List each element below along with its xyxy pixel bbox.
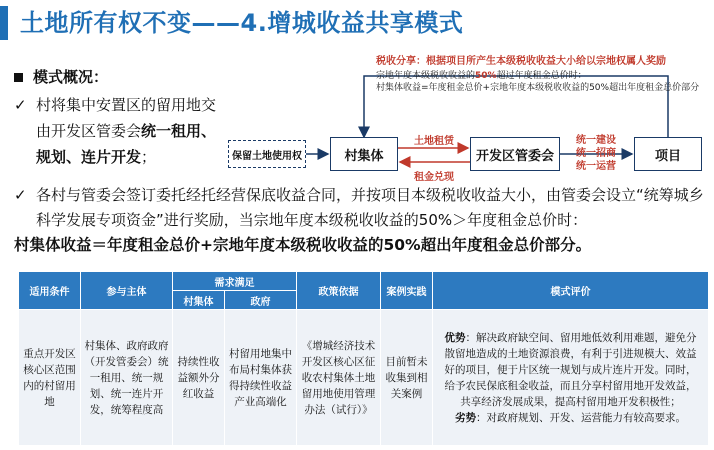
box-village-collective: 村集体 [330, 137, 398, 171]
box-development-zone-committee: 开发区管委会 [470, 137, 560, 171]
cell-case: 目前暂未收集到相关案例 [381, 310, 433, 446]
tax-sharing-title: 税收分享：根据项目所产生本级税收收益大小给以宗地权属人奖励 [376, 56, 666, 67]
advantage-label: 优势 [444, 331, 466, 344]
th-condition: 适用条件 [19, 272, 81, 310]
cell-evaluation [433, 310, 709, 446]
disadvantage-label: 劣势 [455, 411, 476, 424]
overview-point-1 [14, 92, 219, 170]
label-unified-ops: 统一建设 统一招商 统一运营 [576, 135, 616, 172]
flow-diagram [226, 50, 710, 185]
check-icon: ✓ [14, 96, 27, 114]
point1-text: 村将集中安置区的留用地交由开发区管委会 [36, 96, 217, 140]
th-case: 案例实践 [381, 272, 433, 310]
page-title: 土地所有权不变——4.增城收益共享模式 [20, 9, 464, 37]
tax-formula-line: 村集体收益=年度租金总价+宗地年度本级税收收益的50%超出年度租金总价部分 [376, 83, 700, 93]
label-rent-payment: 租金兑现 [414, 172, 454, 183]
overview-heading [14, 66, 108, 88]
cell-demand-gov: 村留用地集中布局村集体获得持续性收益产业高端化 [225, 310, 297, 446]
cell-subject: 村集体、政府政府（开发管委会）统一租用、统一规划、统一连片开发，统筹程度高 [81, 310, 173, 446]
mode-table [18, 271, 709, 446]
th-demand-gov: 政府 [225, 291, 297, 310]
disadvantage-text: ：对政府规划、开发、运营能力有较高要求。 [476, 411, 686, 424]
cell-policy: 《增城经济技术开发区核心区征收农村集体土地留用地使用管理办法（试行）》 [297, 310, 381, 446]
th-evaluation: 模式评价 [433, 272, 709, 310]
overview-heading-text: 模式概况： [33, 68, 109, 86]
th-demand: 需求满足 [173, 272, 297, 291]
point1-bold-text: 统一租用、规划、连片开发 [36, 122, 217, 166]
th-policy: 政策依据 [297, 272, 381, 310]
advantage-text: ：解决政府缺空间、留用地低效利用难题，避免分散留地造成的土地资源浪费，有利于引进规模大、效益好的项目，便于片区统一规划与成片连片开发。同时，给予农民保底租金收益，而且分享村留用地开发效益，共享经济发展成果，提高村留用地开发积极性； [444, 331, 697, 408]
point1-tail: ； [141, 148, 157, 166]
th-subject: 参与主体 [81, 272, 173, 310]
cell-condition: 重点开发区核心区范围内的村留用地 [19, 310, 81, 446]
table-row [19, 310, 709, 446]
check-icon: ✓ [14, 186, 27, 204]
overview-point-2 [14, 183, 710, 258]
point2-formula: 村集体收益＝年度租金总价+宗地年度本级税收收益的50%超出年度租金总价部分。 [14, 236, 592, 254]
square-bullet-icon [14, 73, 23, 82]
point2-text: 各村与管委会签订委托经托经营保底收益合同，并按项目本级税收收益大小，由管委会设立“统筹城乡科学发展专项资金”进行奖励，当宗地年度本级税收收益的50%＞年度租金总价时： [36, 186, 704, 229]
tax-condition-line: 宗地年度本级税收收益的50%超过年度租金总价时： [376, 71, 587, 81]
th-demand-village: 村集体 [173, 291, 225, 310]
box-retained-land-use-right: 保留土地使用权 [228, 140, 306, 168]
label-land-lease: 土地租赁 [414, 136, 454, 147]
box-project: 项目 [634, 137, 702, 171]
title-accent-bar [0, 6, 8, 40]
cell-demand-village: 持续性收益额外分红收益 [173, 310, 225, 446]
